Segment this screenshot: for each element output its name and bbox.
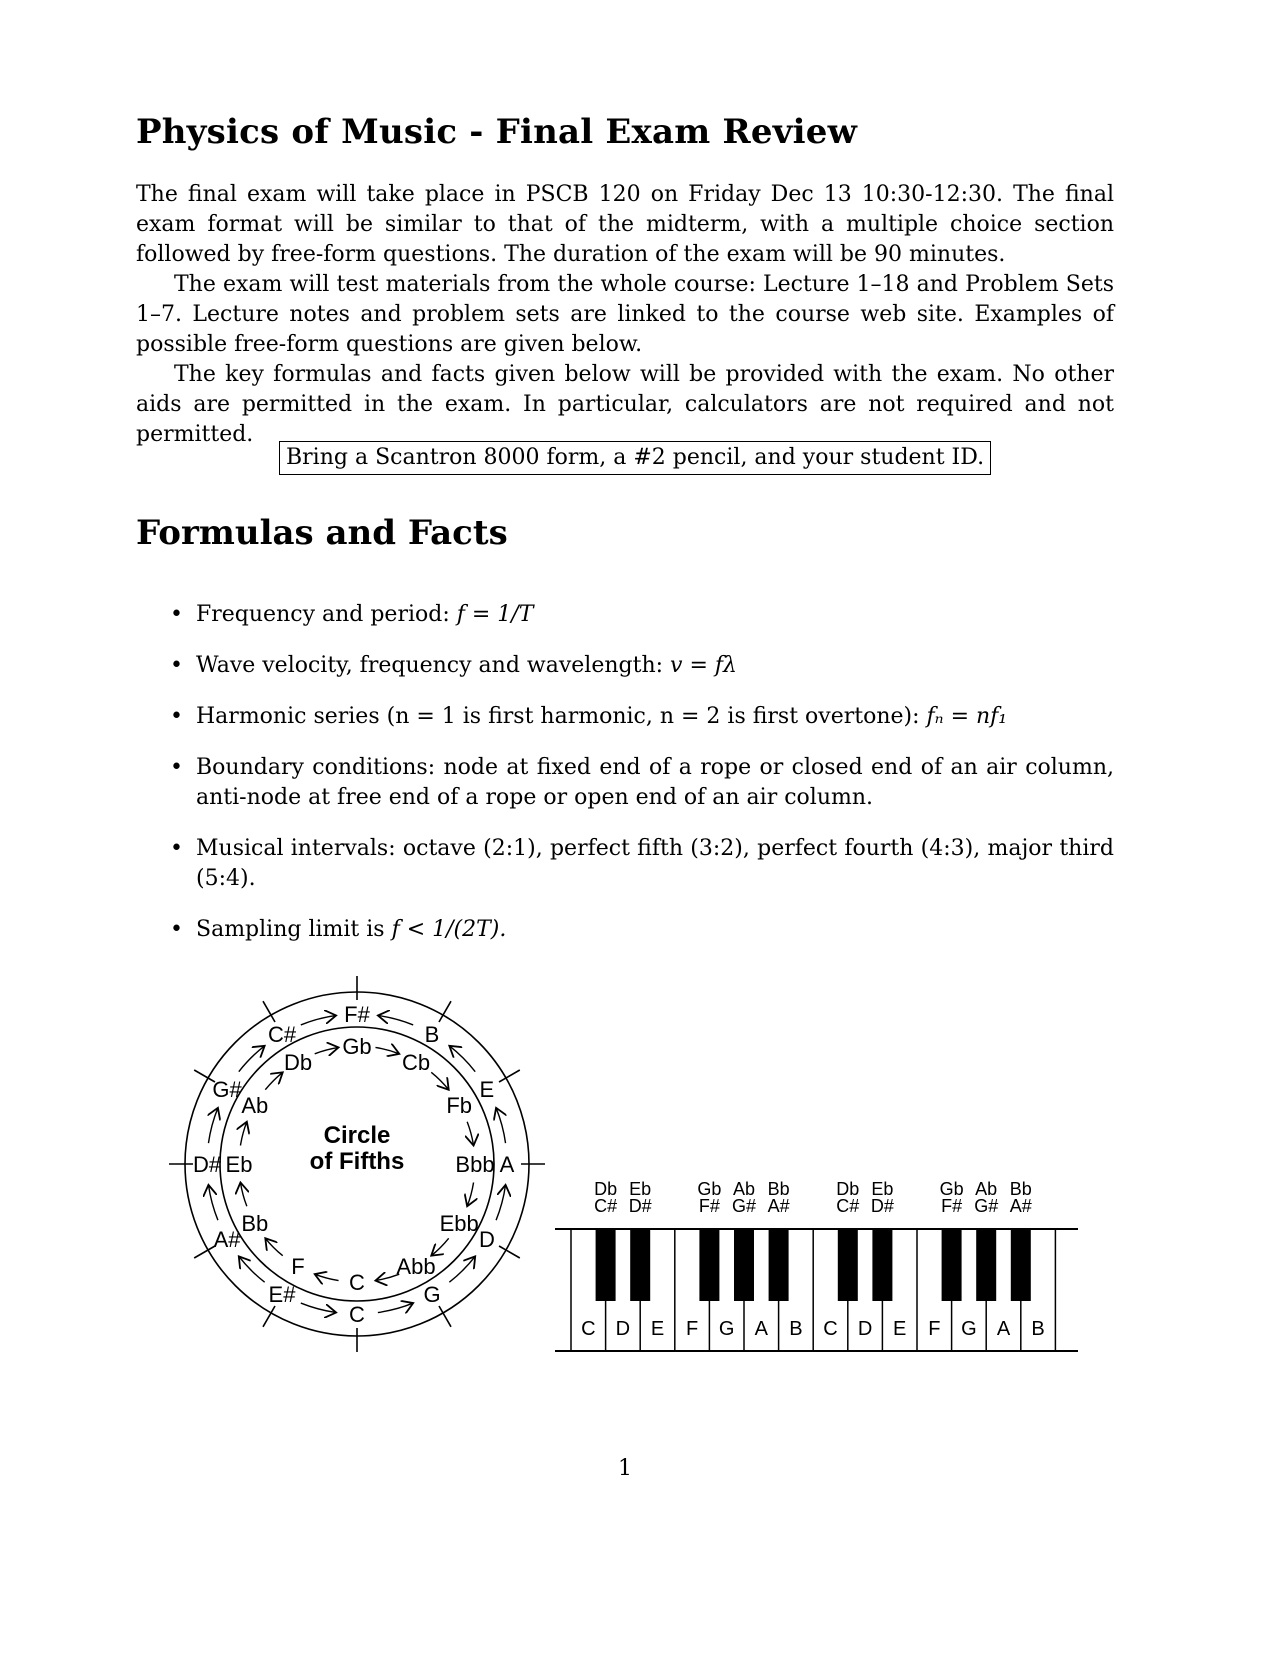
fact-formula: f = 1/T <box>456 602 534 627</box>
white-key-label: C <box>581 1318 596 1340</box>
circle-arrow <box>239 1256 265 1282</box>
fact-text: Musical intervals: octave (2:1), perfect fifth (3:2), perfect fourth (4:3), major third (5:4). <box>196 836 1114 891</box>
circle-arrow <box>208 1185 217 1220</box>
circle-arrow <box>449 1046 475 1072</box>
paragraph-exam-coverage: The exam will test materials from the whole course: Lecture 1–18 and Problem Sets 1–7. Lecture notes and problem sets are linked to the course web site. Examples of possible free-form questions are given below. <box>136 272 1114 357</box>
circle-note-label: Cb <box>401 1049 431 1075</box>
black-key <box>699 1229 719 1301</box>
black-key <box>596 1229 616 1301</box>
fact-text: Boundary conditions: node at fixed end of a rope or closed end of an air column, anti-node at free end of a rope or open end of an air column. <box>196 755 1114 810</box>
circle-note-label: A <box>499 1152 515 1177</box>
white-key-label: G <box>718 1318 735 1340</box>
circle-arrow <box>208 1108 217 1143</box>
black-key-sharp-label: G# <box>731 1196 757 1216</box>
circle-arrow <box>240 1182 246 1206</box>
circle-arrow <box>378 1015 413 1024</box>
circle-arrow <box>301 1303 336 1312</box>
black-key-sharp-label: D# <box>870 1196 894 1216</box>
circle-note-label: Fb <box>446 1093 473 1118</box>
circle-arrow <box>239 1046 265 1072</box>
black-key-flat-label: Eb <box>871 1179 894 1199</box>
white-key-label: G <box>961 1318 977 1340</box>
circle-note-label: D <box>478 1227 495 1252</box>
black-key-labels <box>594 1179 1032 1216</box>
black-key-sharp-label: F# <box>941 1196 963 1216</box>
circle-note-label: E# <box>268 1281 296 1307</box>
black-key-sharp-label: A# <box>1009 1196 1032 1216</box>
black-key <box>734 1229 754 1301</box>
circle-arrow <box>315 1274 339 1280</box>
circle-arrow <box>265 1238 282 1255</box>
circle-arrow <box>431 1238 448 1255</box>
circle-arrow <box>265 1072 282 1089</box>
black-key-flat-label: Eb <box>629 1179 652 1199</box>
white-key-label: D <box>615 1318 631 1340</box>
black-key <box>630 1229 650 1301</box>
white-key-label: B <box>1031 1318 1045 1340</box>
black-key <box>838 1229 858 1301</box>
circle-group <box>169 976 545 1352</box>
circle-title-line1: Circle <box>323 1122 391 1149</box>
circle-note-label: G <box>423 1281 441 1307</box>
white-key-label: E <box>650 1318 665 1340</box>
black-key-flat-label: Bb <box>767 1179 790 1199</box>
circle-arrow <box>378 1303 413 1312</box>
circle-arrow <box>467 1122 473 1146</box>
black-key-sharp-label: C# <box>836 1196 860 1216</box>
black-key-sharp-label: D# <box>628 1196 652 1216</box>
circle-note-label: Abb <box>396 1254 436 1280</box>
fact-text: Wave velocity, frequency and wavelength: <box>196 653 671 678</box>
circle-arrow <box>496 1108 505 1143</box>
circle-note-label: D# <box>192 1152 222 1177</box>
white-key-label: E <box>893 1318 907 1340</box>
white-key-label: C <box>823 1318 838 1340</box>
circle-note-label: E <box>479 1077 495 1102</box>
black-key-flat-label: Db <box>594 1179 618 1199</box>
fact-formula: f < 1/(2T). <box>391 917 507 942</box>
paragraph-exam-aids: The key formulas and facts given below will be provided with the exam. No other aids are permitted in the exam. In particular, calculators are not required and not permitted. <box>136 362 1114 447</box>
black-key-sharp-label: F# <box>698 1196 720 1216</box>
circle-note-label: B <box>424 1022 440 1048</box>
circle-note-label: G# <box>212 1077 242 1102</box>
page-title: Physics of Music - Final Exam Review <box>136 112 858 152</box>
black-key-flat-label: Db <box>836 1179 860 1199</box>
circle-note-label: Bb <box>241 1211 269 1236</box>
white-key-label: A <box>996 1318 1011 1340</box>
black-key <box>942 1229 962 1301</box>
circle-note-label: F <box>291 1254 305 1280</box>
black-key-sharp-label: C# <box>594 1196 618 1216</box>
black-key-flat-label: Gb <box>939 1179 964 1199</box>
circle-note-label: Eb <box>225 1152 253 1177</box>
boxed-reminder: Bring a Scantron 8000 form, a #2 pencil, and your student ID. <box>279 441 991 475</box>
circle-note-label: A# <box>213 1227 241 1252</box>
page-number: 1 <box>618 1456 632 1481</box>
white-key-label: B <box>789 1318 803 1340</box>
circle-arrow <box>315 1047 339 1053</box>
black-key <box>769 1229 789 1301</box>
black-key-sharp-label: A# <box>767 1196 790 1216</box>
fact-formula: v = fλ <box>670 653 737 678</box>
circle-note-label: Db <box>283 1049 313 1075</box>
white-key-label: F <box>928 1318 941 1340</box>
black-key <box>976 1229 996 1301</box>
circle-note-label: Gb <box>342 1034 372 1059</box>
white-key-label: D <box>857 1318 873 1340</box>
circle-note-label: Bbb <box>455 1152 495 1177</box>
fact-text: Sampling limit is <box>196 917 392 942</box>
circle-note-label: C <box>349 1302 365 1327</box>
fact-text: Frequency and period: <box>196 602 457 627</box>
piano-keyboard <box>555 1179 1078 1351</box>
white-key-label: F <box>685 1318 699 1340</box>
fact-text: Harmonic series (n = 1 is first harmonic, n = 2 is first overtone): <box>196 704 927 729</box>
circle-arrow <box>375 1047 399 1053</box>
circle-note-label: C <box>349 1270 365 1295</box>
circle-note-label: F# <box>344 1002 370 1027</box>
circle-note-label: Ebb <box>439 1211 479 1236</box>
black-key <box>1011 1229 1031 1301</box>
circle-arrow <box>431 1072 448 1089</box>
circle-arrow <box>301 1015 336 1024</box>
black-key-flat-label: Ab <box>732 1179 756 1199</box>
black-key <box>872 1229 892 1301</box>
circle-note-label: Ab <box>241 1093 269 1118</box>
black-key-flat-label: Bb <box>1009 1179 1032 1199</box>
black-key-flat-label: Ab <box>975 1179 998 1199</box>
white-key-label: A <box>754 1318 768 1340</box>
fact-formula: fₙ = nf₁ <box>926 704 1008 729</box>
circle-note-label: C# <box>267 1022 297 1048</box>
paragraph-exam-details: The final exam will take place in PSCB 120 on Friday Dec 13 10:30-12:30. The final exam format will be similar to that of the midterm, with a multiple choice section followed by free-form questions. The duration of the exam will be 90 minutes. <box>136 182 1114 267</box>
black-key-sharp-label: G# <box>974 1196 999 1216</box>
circle-arrow <box>496 1185 505 1220</box>
circle-title-line2: of Fifths <box>309 1148 405 1175</box>
section-title-formulas: Formulas and Facts <box>136 513 508 553</box>
circle-arrow <box>467 1182 473 1206</box>
circle-arrow <box>240 1122 246 1146</box>
black-key-flat-label: Gb <box>697 1179 722 1199</box>
circle-arrow <box>449 1256 475 1282</box>
